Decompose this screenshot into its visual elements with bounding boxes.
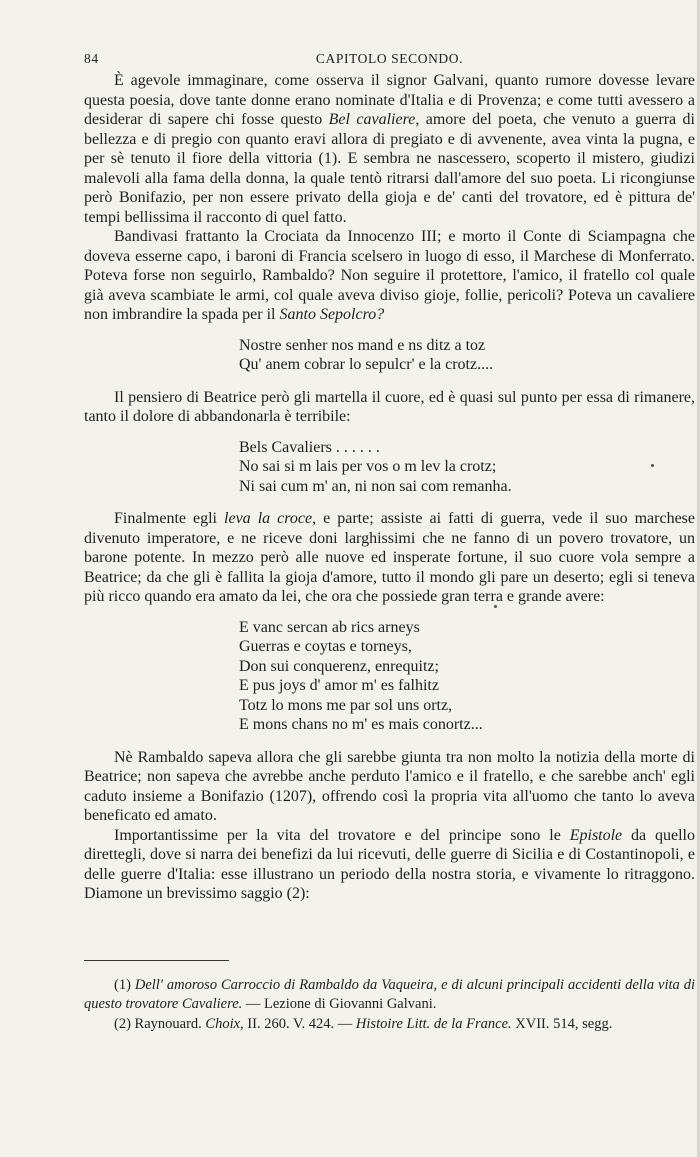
paragraph (84, 388, 695, 427)
print-speck (651, 464, 654, 467)
italic-text: Santo Sepolcro? (279, 306, 385, 323)
text-run: Nè Rambaldo sapeva allora che gli sarebbe giunta tra non molto la notizia della morte di Beatrice; non sapeva che avrebbe anche perduto l'amico e il fratello, e che sarebbe anch' egli caduto insieme a Bonifazio (1207), offrendo così la propria vita all'uomo che tanto lo aveva beneficato ed amato. (84, 748, 695, 824)
text-run: Il pensiero di Beatrice però gli martella il cuore, ed è quasi sul punto per essa di rimanere, tanto il dolore di abbandonarla è terribile: (84, 388, 695, 425)
verse-line: Qu' anem cobrar lo sepulcr' e la crotz.... (239, 356, 494, 373)
italic-text: Histoire Litt. de la France. (355, 1015, 512, 1032)
text-run: , II. 260. V. 424. — (240, 1015, 356, 1032)
verse-line: Ni sai cum m' an, ni non sai com remanha. (239, 477, 512, 495)
verse-line: Bels Cavaliers . . . . . . (239, 438, 380, 456)
text-run: Bandivasi frattanto la Crociata da Innocenzo III; e morto il Conte di Sciampagna che doveva esserne capo, i baroni di Francia scelsero in luogo di esso, il Marchese di Monferrato. Poteva forse non seguirlo, Rambaldo? Non seguire il protettore, l'amico, il fratello col quale già aveva scambiate le armi, col quale aveva diviso gioje, follie, pericoli? Poteva un cavaliere non imbrandire la spada per il (84, 228, 695, 323)
print-speck (494, 605, 497, 608)
verse-block (239, 438, 695, 497)
running-header (84, 51, 695, 71)
italic-text: Dell' amoroso Carroccio di Rambaldo da Vaqueira, e di alcuni principali accidenti della vita di questo trovatore Cavaliere. (84, 976, 695, 1012)
book-page (84, 51, 695, 1034)
text-run: Finalmente egli (114, 510, 225, 527)
italic-text: leva la croce (224, 510, 313, 527)
verse-line: E vanc sercan ab rics arneys (239, 618, 420, 636)
paragraph (84, 509, 695, 607)
chapter-title: CAPITOLO SECONDO. (315, 51, 464, 66)
body-text (84, 71, 695, 904)
verse-block (239, 618, 695, 735)
italic-text: Bel cavaliere (328, 111, 416, 128)
page-number: 84 (84, 51, 99, 66)
verse-line: No sai si m lais per vos o m lev la crotz; (239, 458, 497, 475)
footnote (84, 976, 695, 1015)
footnote-separator (84, 960, 229, 961)
paragraph (84, 748, 695, 826)
text-run: È agevole immaginare, come osserva il signor Galvani, quanto rumore dovesse levare questa poesia, dove tante donne erano nominate d'Italia e di Provenza; e come tutti avessero a desiderar di sapere chi fosse questo (84, 72, 695, 128)
italic-text: Choix (205, 1015, 241, 1032)
italic-text: Epistole (569, 826, 623, 844)
paragraph (84, 227, 695, 325)
footnotes (84, 976, 695, 1035)
text-run: — Lezione di Giovanni Galvani. (242, 996, 437, 1012)
verse-line: Nostre senher nos mand e ns ditz a toz (239, 336, 486, 354)
verse-line: Totz lo mons me par sol uns ortz, (239, 696, 453, 714)
verse-line: E pus joys d' amor m' es falhitz (239, 677, 439, 694)
text-run: Importantissime per la vita del trovatore e del principe sono le (114, 826, 570, 844)
verse-line: Guerras e coytas e torneys, (239, 638, 412, 655)
text-run: (2) Raynouard. (114, 1015, 206, 1032)
text-run: XVII. 514, segg. (511, 1015, 613, 1032)
text-run: , e parte; assiste ai fatti di guerra, vede il suo marchese divenuto imperatore, e ne riceve doni larghissimi che ne fanno di un povero trovatore, un barone potente. In mezzo però alle nuove ed insperate fortune, il suo cuore vola sempre a Beatrice; da che gli è fallita la gioja d'amore, tutto il mondo gli pare un deserto; egli si teneva più ricco quando era amato da lei, che ora che possiede gran terra e grande avere: (84, 510, 696, 605)
paragraph (84, 826, 695, 904)
text-run: (1) (114, 976, 135, 993)
text-run: da quello direttegli, dove si narra dei benefizi da lui ricevuti, delle guerre di Sicilia e di Costantinopoli, e delle guerre d'Italia: esse illustrano un periodo della nostra storia, e vivamente lo ritraggono. Diamone un brevissimo saggio (2): (84, 826, 695, 902)
paragraph (84, 71, 695, 227)
text-run: , amore del poeta, che venuto a guerra di bellezza e di pregio con quanto eravi allora di pregiato e di avvenente, avea vinta la pugna, e per sè tenuto il fiore della vittoria (1). E sembra ne nascessero, scoperto il mistero, giudizi malevoli alla fama della donna, la quale tentò ritrarsi dall'amore del suo poeta. Li ricongiunse però Bonifazio, per non essere privato della gioja e de' canti del trovatore, ed è pittura de' tempi bellissima il racconto di quel fatto. (84, 111, 696, 226)
verse-block (239, 336, 695, 375)
verse-line: E mons chans no m' es mais conortz... (239, 716, 483, 733)
footnote (84, 1015, 695, 1035)
verse-line: Don sui conquerenz, enrequitz; (239, 657, 439, 675)
